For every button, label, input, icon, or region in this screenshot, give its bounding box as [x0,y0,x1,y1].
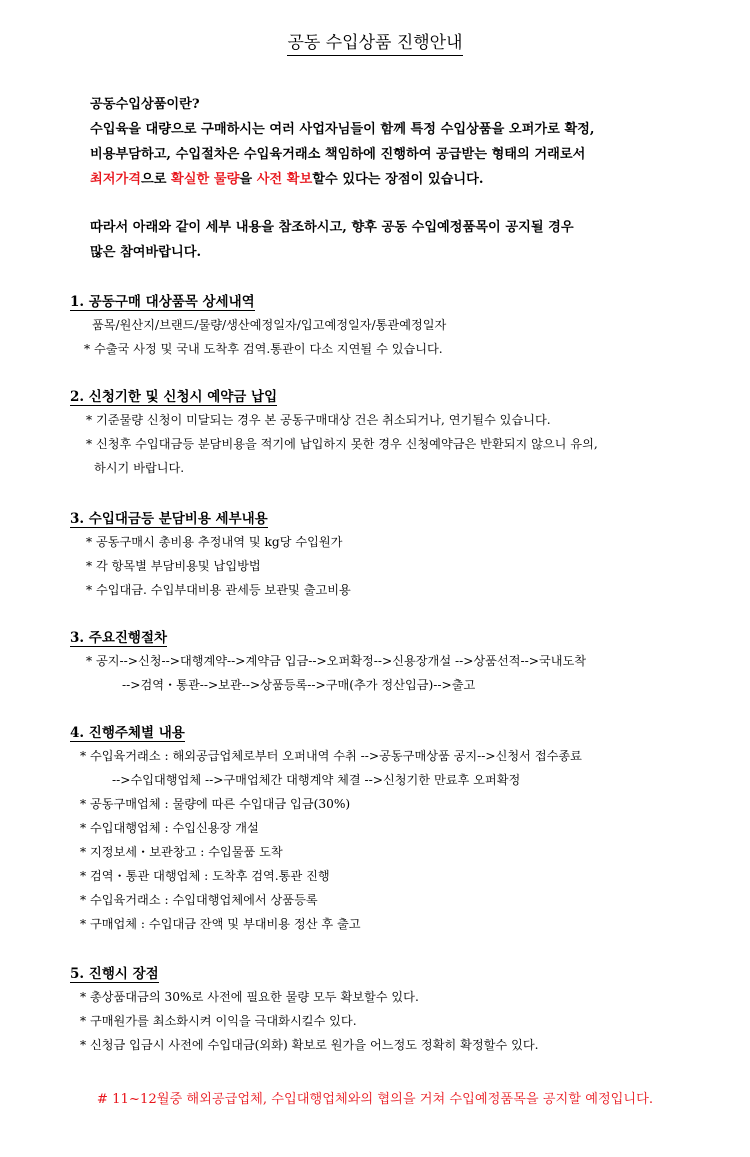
section-actor-roles [70,722,720,936]
section-application-deadline [70,386,720,480]
intro-line-highlight [90,167,710,192]
highlight-sure-quantity: 확실한 물량 [171,172,240,187]
section-line: * 공지-->신청-->대행계약-->계약금 입금-->오퍼확정-->신용장개설 -->상품선적-->국내도착 [86,654,587,668]
intro-line: 많은 참여바랍니다. [90,245,202,260]
section-line: * 공동구매시 총비용 추정내역 및 kg당 수입원가 [86,535,343,549]
section-heading: 2. 신청기한 및 신청시 예약금 납입 [70,389,278,405]
page-title [0,28,750,53]
section-line: * 기준물량 신청이 미달되는 경우 본 공동구매대상 건은 취소되거나, 연기될수 있습니다. [86,413,551,427]
section-heading: 1. 공동구매 대상품목 상세내역 [70,294,255,310]
highlight-lowest-price: 최저가격 [90,172,141,187]
section-line: -->검역・통관-->보관-->상품등록-->구매(추가 정산입금)-->출고 [122,678,476,692]
intro-text: 할수 있다는 장점이 있습니다. [312,172,484,187]
section-line: 품목/원산지/브랜드/물량/생산예정일자/입고예정일자/통관예정일자 [92,318,447,332]
section-main-procedure [70,627,720,697]
section-heading: 5. 진행시 장점 [70,966,159,982]
highlight-advance-secure: 사전 확보 [256,172,313,187]
section-heading: 3. 수입대금등 분담비용 세부내용 [70,511,268,527]
section-target-items [70,291,720,361]
section-line: * 신청금 입금시 사전에 수입대금(외화) 확보로 원가을 어느정도 정확히 확정할수 있다. [80,1038,539,1052]
intro-text: 으로 [140,172,172,187]
section-advantages [70,963,720,1057]
section-heading: 3. 주요진행절차 [70,630,168,646]
section-line: * 검역・통관 대행업체 : 도착후 검역.통관 진행 [80,869,330,883]
footer-notice: # 11~12월중 해외공급업체, 수입대행업체와의 협의을 거쳐 수입예정품목을 공지할 예정입니다. [96,1092,654,1107]
intro-question: 공동수입상품이란? [90,97,200,112]
intro-line: 수입육을 대량으로 구매하시는 여러 사업자님들이 함께 특정 수입상품을 오퍼가로 확정, [90,122,595,137]
section-cost-details [70,508,720,602]
page-title-text: 공동 수입상품 진행안내 [287,33,462,56]
section-line: 하시기 바랍니다. [94,461,185,475]
section-line: * 신청후 수입대금등 분담비용을 적기에 납입하지 못한 경우 신청예약금은 반환되지 않으니 유의, [86,437,598,451]
intro-line: 따라서 아래와 같이 세부 내용을 참조하시고, 향후 공동 수입예정품목이 공지될 경우 [90,220,574,235]
section-line: * 수입대행업체 : 수입신용장 개설 [80,821,259,835]
intro-text: 을 [239,172,257,187]
intro-block [90,92,710,265]
section-line: * 공동구매업체 : 물량에 따른 수입대금 입금(30%) [80,797,351,811]
section-line: * 구매원가를 최소화시켜 이익을 극대화시킬수 있다. [80,1014,357,1028]
section-line: * 총상품대금의 30%로 사전에 필요한 물량 모두 확보할수 있다. [80,990,419,1004]
section-line: * 각 항목별 부담비용및 납입방법 [86,559,261,573]
intro-line: 비용부담하고, 수입절차은 수입육거래소 책임하에 진행하여 공급받는 형태의 거래로서 [90,147,586,162]
section-line: * 구매업체 : 수입대금 잔액 및 부대비용 정산 후 출고 [80,917,361,931]
section-line: * 지정보세・보관창고 : 수입물품 도착 [80,845,283,859]
section-line: * 수출국 사정 및 국내 도착후 검역.통관이 다소 지연될 수 있습니다. [84,342,443,356]
section-line: * 수입육거래소 : 수입대행업체에서 상품등록 [80,893,318,907]
section-line: * 수입육거래소 : 해외공급업체로부터 오퍼내역 수취 -->공동구매상품 공지-->신청서 접수종료 [80,749,582,763]
section-line: * 수입대금. 수입부대비용 관세등 보관및 출고비용 [86,583,351,597]
section-heading: 4. 진행주체별 내용 [70,725,185,741]
section-line: -->수입대행업체 -->구매업체간 대행계약 체결 -->신청기한 만료후 오퍼확정 [112,773,521,787]
